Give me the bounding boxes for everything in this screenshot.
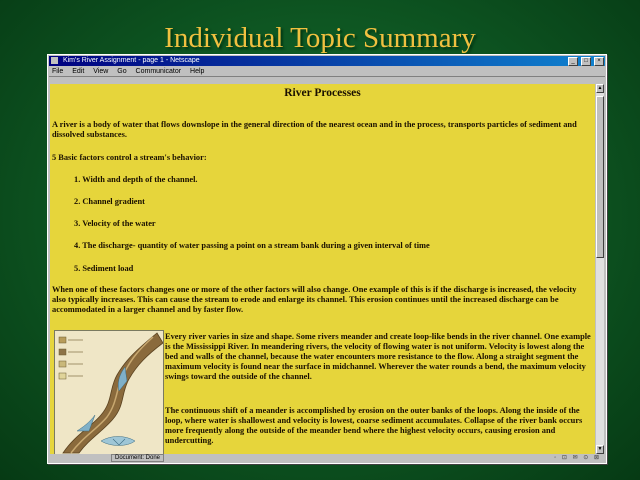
factor-item: 5. Sediment load bbox=[74, 264, 134, 273]
maximize-button[interactable]: □ bbox=[581, 57, 591, 66]
meander-diagram-graphic bbox=[55, 331, 163, 454]
page-content bbox=[50, 84, 595, 454]
change-paragraph: When one of these factors changes one or more of the other factors will also change. One example of this is if the discharge is increased, the velocity also typically increases. This can cause the stream to erode and enlarge its channel. This erosion continues until the increased discharge can be accommodated in a larger channel and by faster flow. bbox=[52, 285, 577, 314]
slide-title: Individual Topic Summary bbox=[164, 22, 476, 54]
meander-diagram-image bbox=[54, 330, 164, 454]
collapsed-toolbar bbox=[49, 76, 605, 83]
document-heading: River Processes bbox=[284, 87, 361, 99]
netscape-icon bbox=[51, 57, 58, 64]
shift-paragraph: The continuous shift of a meander is accomplished by erosion on the outer banks of the loops. Along the inside of the loop, where water is shallowest and velocity is lowest, coarse sediment accumulates. Collapse of the river bank occurs more frequently along the outside of the meander bend where the highest velocity occurs, causing erosion and undercutting. bbox=[165, 406, 583, 445]
menu-go[interactable]: Go bbox=[117, 68, 127, 75]
menu-edit[interactable]: Edit bbox=[72, 68, 85, 75]
factors-intro: 5 Basic factors control a stream's behavior: bbox=[52, 153, 207, 162]
menu-bar bbox=[49, 67, 605, 76]
close-button[interactable]: × bbox=[594, 57, 604, 66]
window-controls bbox=[567, 57, 604, 67]
meander-paragraph: Every river varies in size and shape. Some rivers meander and create loop-like bends in the river channel. One example is the Mississippi River. In meandering rivers, the velocity of flowing water is not uniform. Velocity is lowest along the bed and walls of the channel, because the water encounters more resistance to the flow. Along a straight segment the maximum velocity is found near the surface in midchannel. Wherever the water rounds a bend, the maximum velocity swings toward the outside of the channel. bbox=[165, 332, 591, 381]
menu-communicator[interactable]: Communicator bbox=[135, 68, 182, 75]
factor-item: 3. Velocity of the water bbox=[74, 219, 156, 228]
status-bar bbox=[49, 454, 605, 462]
status-icons[interactable]: ◦ ⊡ ✉ ⊙ ⊠ bbox=[554, 455, 601, 461]
factor-item: 4. The discharge- quantity of water passing a point on a stream bank during a given interval of time bbox=[74, 241, 430, 250]
window-titlebar[interactable] bbox=[49, 56, 605, 66]
status-text: Document: Done bbox=[111, 454, 164, 462]
factor-item: 1. Width and depth of the channel. bbox=[74, 175, 198, 184]
scroll-down-button[interactable]: ▼ bbox=[597, 447, 603, 452]
menu-help[interactable]: Help bbox=[190, 68, 205, 75]
intro-paragraph: A river is a body of water that flows downslope in the general direction of the nearest ocean and in the process, transports particles of sediment and dissolved substances. bbox=[52, 120, 577, 139]
factor-item: 2. Channel gradient bbox=[74, 197, 145, 206]
menu-view[interactable]: View bbox=[93, 68, 109, 75]
vertical-scrollbar[interactable] bbox=[596, 84, 604, 454]
scroll-thumb[interactable] bbox=[596, 96, 604, 258]
minimize-button[interactable]: _ bbox=[568, 57, 578, 66]
scroll-up-button[interactable]: ▲ bbox=[597, 86, 603, 91]
window-title: Kim's River Assignment - page 1 - Netscape bbox=[62, 57, 200, 64]
menu-file[interactable]: File bbox=[52, 68, 64, 75]
browser-window bbox=[47, 54, 607, 464]
